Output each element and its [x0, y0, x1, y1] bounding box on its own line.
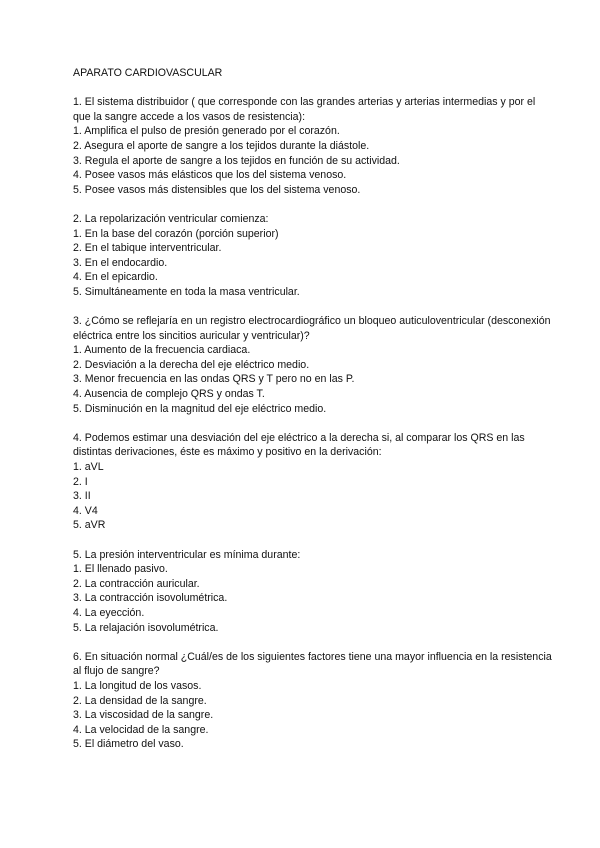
answer-option: 1. Amplifica el pulso de presión generado por el corazón. — [73, 125, 340, 138]
question-6 — [73, 650, 553, 752]
answer-option: 1. aVL — [73, 461, 104, 474]
question-text: 1. El sistema distribuidor ( que corresponde con las grandes arterias y arterias intermedias y por el que la sangre accede a los vasos de resistencia): — [73, 96, 536, 123]
answer-option: 3. Regula el aporte de sangre a los tejidos en función de su actividad. — [73, 154, 400, 167]
answer-option: 5. La relajación isovolumétrica. — [73, 621, 219, 634]
question-text: 4. Podemos estimar una desviación del eje eléctrico a la derecha si, al comparar los QRS en las distintas derivaciones, éste es máximo y positivo en la derivación: — [73, 431, 525, 459]
answer-option: 3. Menor frecuencia en las ondas QRS y T pero no en las P. — [73, 373, 355, 386]
answer-option: 3. II — [73, 490, 91, 503]
answer-option: 2. Desviación a la derecha del eje eléctrico medio. — [73, 358, 310, 371]
answer-option: 1. El llenado pasivo. — [73, 563, 168, 576]
answer-option: 4. En el epicardio. — [73, 271, 158, 284]
answer-option: 4. La velocidad de la sangre. — [73, 723, 209, 736]
question-2 — [73, 212, 553, 300]
question-text: 2. La repolarización ventricular comienza: — [73, 212, 269, 225]
answer-option: 2. I — [73, 475, 88, 488]
document-page — [73, 66, 553, 767]
document-title: APARATO CARDIOVASCULAR — [73, 67, 223, 79]
answer-option: 1. Aumento de la frecuencia cardiaca. — [73, 344, 251, 357]
question-3 — [73, 314, 553, 416]
answer-option: 3. La viscosidad de la sangre. — [73, 709, 214, 722]
answer-option: 2. Asegura el aporte de sangre a los tejidos durante la diástole. — [73, 139, 370, 152]
answer-option: 3. En el endocardio. — [73, 256, 168, 269]
question-text: 6. En situación normal ¿Cuál/es de los siguientes factores tiene una mayor influencia en la resistencia al flujo de sangre? — [73, 650, 552, 678]
answer-option: 5. Simultáneamente en toda la masa ventricular. — [73, 285, 300, 298]
answer-option: 5. El diámetro del vaso. — [73, 738, 184, 751]
answer-option: 2. La densidad de la sangre. — [73, 694, 207, 707]
answer-option: 5. Posee vasos más distensibles que los del sistema venoso. — [73, 183, 361, 196]
answer-option: 3. La contracción isovolumétrica. — [73, 592, 228, 605]
answer-option: 2. En el tabique interventricular. — [73, 242, 222, 255]
answer-option: 4. Posee vasos más elásticos que los del sistema venoso. — [73, 169, 347, 182]
question-5 — [73, 548, 553, 636]
question-1 — [73, 95, 553, 197]
answer-option: 1. La longitud de los vasos. — [73, 679, 202, 692]
answer-option: 4. Ausencia de complejo QRS y ondas T. — [73, 388, 265, 401]
answer-option: 4. La eyección. — [73, 606, 145, 619]
question-text: 3. ¿Cómo se reflejaría en un registro electrocardiográfico un bloqueo auticuloventricular (desconexión eléctrica entre los sincitios auricular y ventricular)? — [73, 315, 551, 342]
question-text: 5. La presión interventricular es mínima durante: — [73, 548, 301, 561]
answer-option: 4. V4 — [73, 504, 98, 517]
question-4 — [73, 431, 553, 533]
answer-option: 2. La contracción auricular. — [73, 577, 200, 590]
answer-option: 5. aVR — [73, 519, 106, 532]
answer-option: 5. Disminución en la magnitud del eje eléctrico medio. — [73, 402, 327, 415]
answer-option: 1. En la base del corazón (porción superior) — [73, 227, 279, 240]
